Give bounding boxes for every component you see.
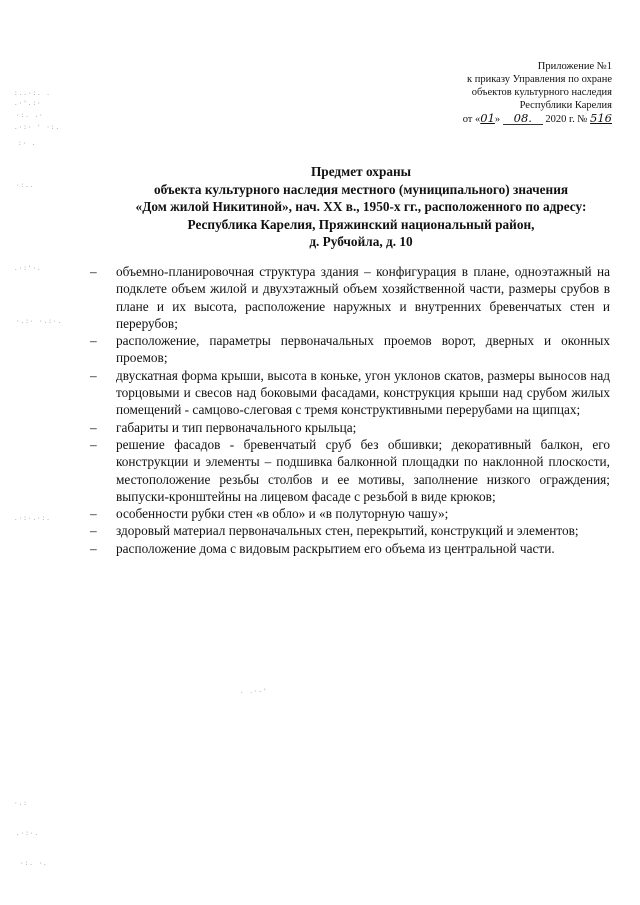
date-year-label: 2020 г. № <box>545 114 588 125</box>
list-item: – особенности рубки стен «в обло» и «в полуторную чашу»; <box>116 505 610 522</box>
list-item: – расположение, параметры первоначальных проемов ворот, дверных и оконных проемов; <box>116 332 610 367</box>
date-prefix: от « <box>462 114 481 125</box>
list-item: – габариты и тип первоначального крыльца; <box>116 419 610 436</box>
annex-date-line <box>352 112 612 126</box>
list-item: – здоровый материал первоначальных стен, перекрытий, конструкций и элементов; <box>116 522 610 539</box>
order-number: 516 <box>590 111 612 125</box>
date-mid: » <box>494 114 501 125</box>
annex-region-line: Республики Карелия <box>519 100 612 111</box>
protection-items-list <box>116 263 610 557</box>
annex-title: Приложение №1 <box>537 61 612 72</box>
title-line-5: д. Рубчойла, д. 10 <box>309 234 413 249</box>
list-item: – объемно-планировочная структура здания – конфигурация в плане, одноэтажный на подклете объем жилой и двухэтажный объем хозяйственной части, размеры срубов в плане и их высота, расположение наружных и внутренних бревенчатых стен и перерубов; <box>116 263 610 332</box>
annex-order-line: к приказу Управления по охране <box>467 74 612 85</box>
date-day: 01 <box>480 111 495 125</box>
document-title <box>96 163 626 251</box>
date-month: 08. <box>503 113 543 125</box>
list-item: – решение фасадов - бревенчатый сруб без обшивки; декоративный балкон, его конструкции и элементы – подшивка балконной площадки по наклонной плоскости, местоположение резьбы столбов и ее мотивы, заполнение низкого ограждения; выпуски-кронштейны на лицевом фасаде с резьбой в виде крюков; <box>116 436 610 505</box>
title-line-4: Республика Карелия, Пряжинский национальный район, <box>187 216 535 232</box>
annex-authority-line: объектов культурного наследия <box>471 87 612 98</box>
annex-header <box>352 60 612 126</box>
title-line-1: Предмет охраны <box>310 164 412 179</box>
title-line-2: объекта культурного наследия местного (муниципального) значения <box>153 181 569 197</box>
list-item: – двускатная форма крыши, высота в коньке, угон уклонов скатов, размеры выносов над торцовыми и свесов над боковыми фасадами, конструкция крыши над срубом жилых помещений - самцово-слеговая с тремя конструктивными перерубами на щипцах; <box>116 367 610 419</box>
title-line-3: «Дом жилой Никитиной», нач. XX в., 1950-х гг., расположенного по адресу: <box>135 199 587 214</box>
list-item: – расположение дома с видовым раскрытием его объема из центральной части. <box>116 540 610 557</box>
